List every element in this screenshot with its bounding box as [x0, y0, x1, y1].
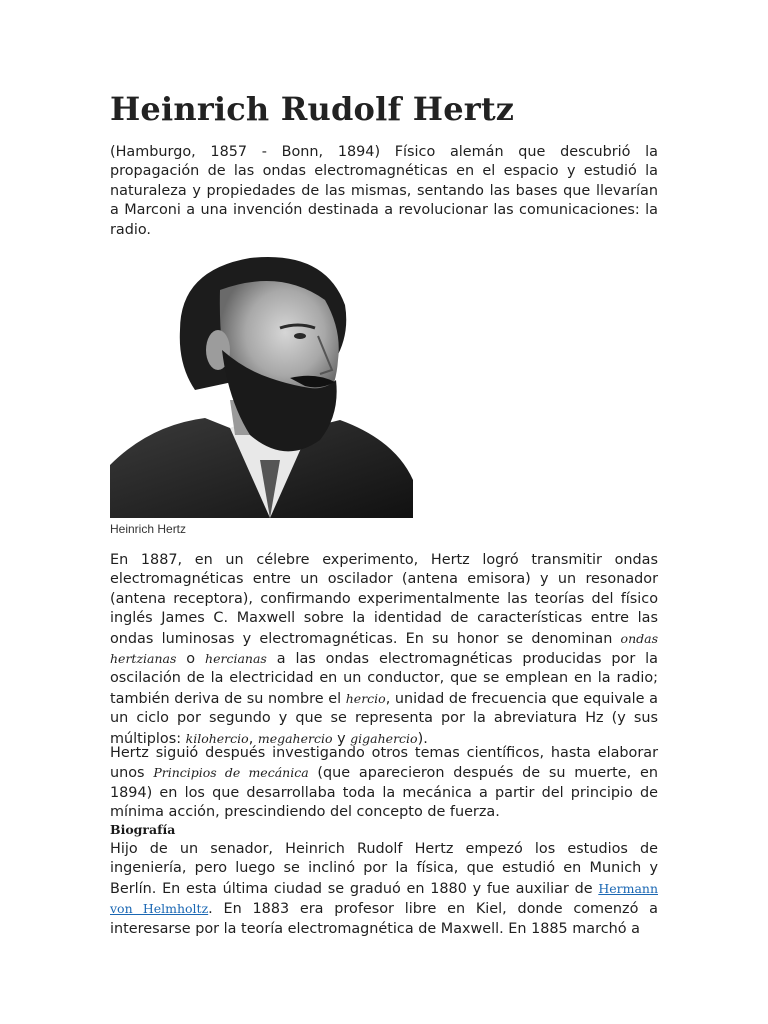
- link-hermann-von-helmholtz[interactable]: Hermann von Helmholtz: [110, 880, 658, 917]
- intro-paragraph: (Hamburgo, 1857 - Bonn, 1894) Físico alemán que descubrió la propagación de las ondas electromagnéticas en el espacio y estudió la naturaleza y propiedades de las mismas, sentando las bases que llevarían a Marconi a una invención destinada a revolucionar las comunicaciones: la radio.: [110, 144, 658, 238]
- page-title: Heinrich Rudolf Hertz: [110, 90, 515, 128]
- image-caption: Heinrich Hertz: [110, 522, 187, 536]
- section-heading-biografia: Biografía: [110, 822, 176, 837]
- paragraph-biography: Hijo de un senador, Heinrich Rudolf Hertz empezó los estudios de ingeniería, pero luego se inclinó por la física, que estudió en Munich y Berlín. En esta última ciudad se graduó en 1880 y fue auxiliar de Hermann von Helmholtz. En 1883 era profesor libre en Kiel, donde comenzó a interesarse por la teoría electromagnética de Maxwell. En 1885 marchó a: [110, 841, 658, 937]
- paragraph-experiment: En 1887, en un célebre experimento, Hertz logró transmitir ondas electromagnéticas entre un oscilador (antena emisora) y un resonador (antena receptora), confirmando experimentalmente las teorías del físico inglés James C. Maxwell sobre la identidad de características entre las ondas luminosas y electromagnéticas. En su honor se denominan ondas hertzianas o hercianas a las ondas electromagnéticas producidas por la oscilación de la electricidad en un conductor, que se emplean en la radio; también deriva de su nombre el hercio, unidad de frecuencia que equivale a un ciclo por segundo y que se representa por la abreviatura Hz (y sus múltiplos: kilohercio, megahercio y gigahercio).: [110, 552, 658, 747]
- portrait-image: [110, 250, 413, 518]
- paragraph-mechanics: Hertz siguió después investigando otros temas científicos, hasta elaborar unos Principios de mecánica (que aparecieron después de su muerte, en 1894) en los que desarrollaba toda la mecánica a partir del principio de mínima acción, prescindiendo del concepto de fuerza.: [110, 745, 658, 821]
